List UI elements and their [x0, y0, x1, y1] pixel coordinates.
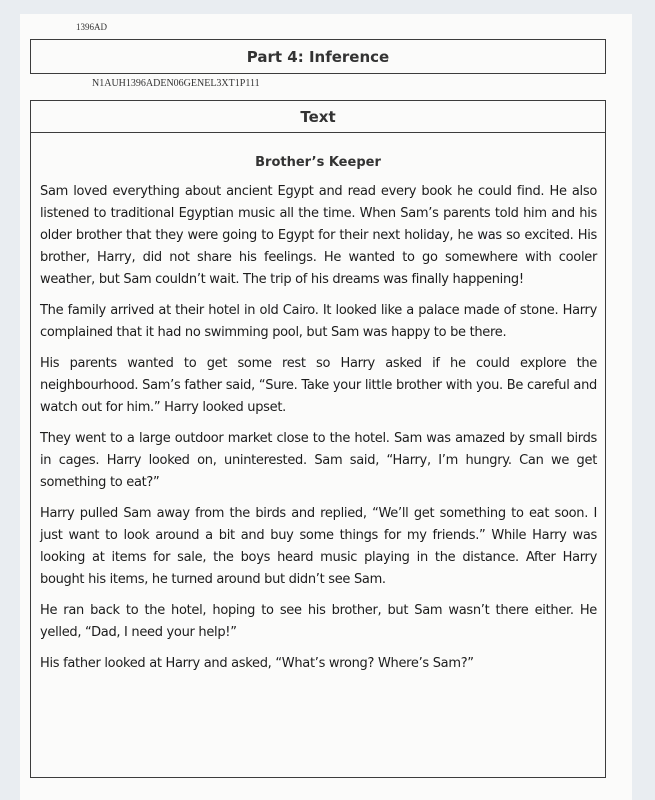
- story-paragraph: He ran back to the hotel, hoping to see his brother, but Sam wasn’t there either. He yelled, “Dad, I need your help!”: [40, 603, 597, 640]
- story-paragraph: His parents wanted to get some rest so Harry asked if he could explore the neighbourhood. Sam’s father said, “Sure. Take your little brother with you. Be careful and watch out for him.” Harry looked upset.: [40, 356, 597, 415]
- story-paragraph: His father looked at Harry and asked, “What’s wrong? Where’s Sam?”: [40, 656, 474, 671]
- story-body: [31, 181, 605, 675]
- story-paragraph: Sam loved everything about ancient Egypt and read every book he could find. He also listened to traditional Egyptian music all the time. When Sam’s parents told him and his older brother that they were going to Egypt for their next holiday, he was so excited. His brother, Harry, did not share his feelings. He wanted to go somewhere with cooler weather, but Sam couldn’t wait. The trip of his dreams was finally happening!: [40, 184, 597, 287]
- story-paragraph: The family arrived at their hotel in old Cairo. It looked like a palace made of stone. Harry complained that it had no swimming pool, but Sam was happy to be there.: [40, 303, 597, 340]
- text-section-header: [31, 101, 605, 133]
- part-title: Part 4: Inference: [246, 47, 390, 66]
- text-section: [30, 100, 606, 778]
- text-section-header-label: Text: [300, 107, 336, 126]
- header-code: 1396AD: [76, 22, 107, 32]
- part-title-box: [30, 39, 606, 74]
- item-code: N1AUH1396ADEN06GENEL3XT1P111: [92, 78, 260, 89]
- story-paragraph: They went to a large outdoor market close to the hotel. Sam was amazed by small birds in cages. Harry looked on, uninterested. Sam said, “Harry, I’m hungry. Can we get something to eat?”: [40, 431, 597, 490]
- story-paragraph: Harry pulled Sam away from the birds and replied, “We’ll get something to eat soon. I just want to look around a bit and buy some things for my friends.” While Harry was looking at items for sale, the boys heard music playing in the distance. After Harry bought his items, he turned around but didn’t see Sam.: [40, 506, 597, 587]
- story-title: Brother’s Keeper: [255, 155, 381, 170]
- document-page: [20, 14, 632, 800]
